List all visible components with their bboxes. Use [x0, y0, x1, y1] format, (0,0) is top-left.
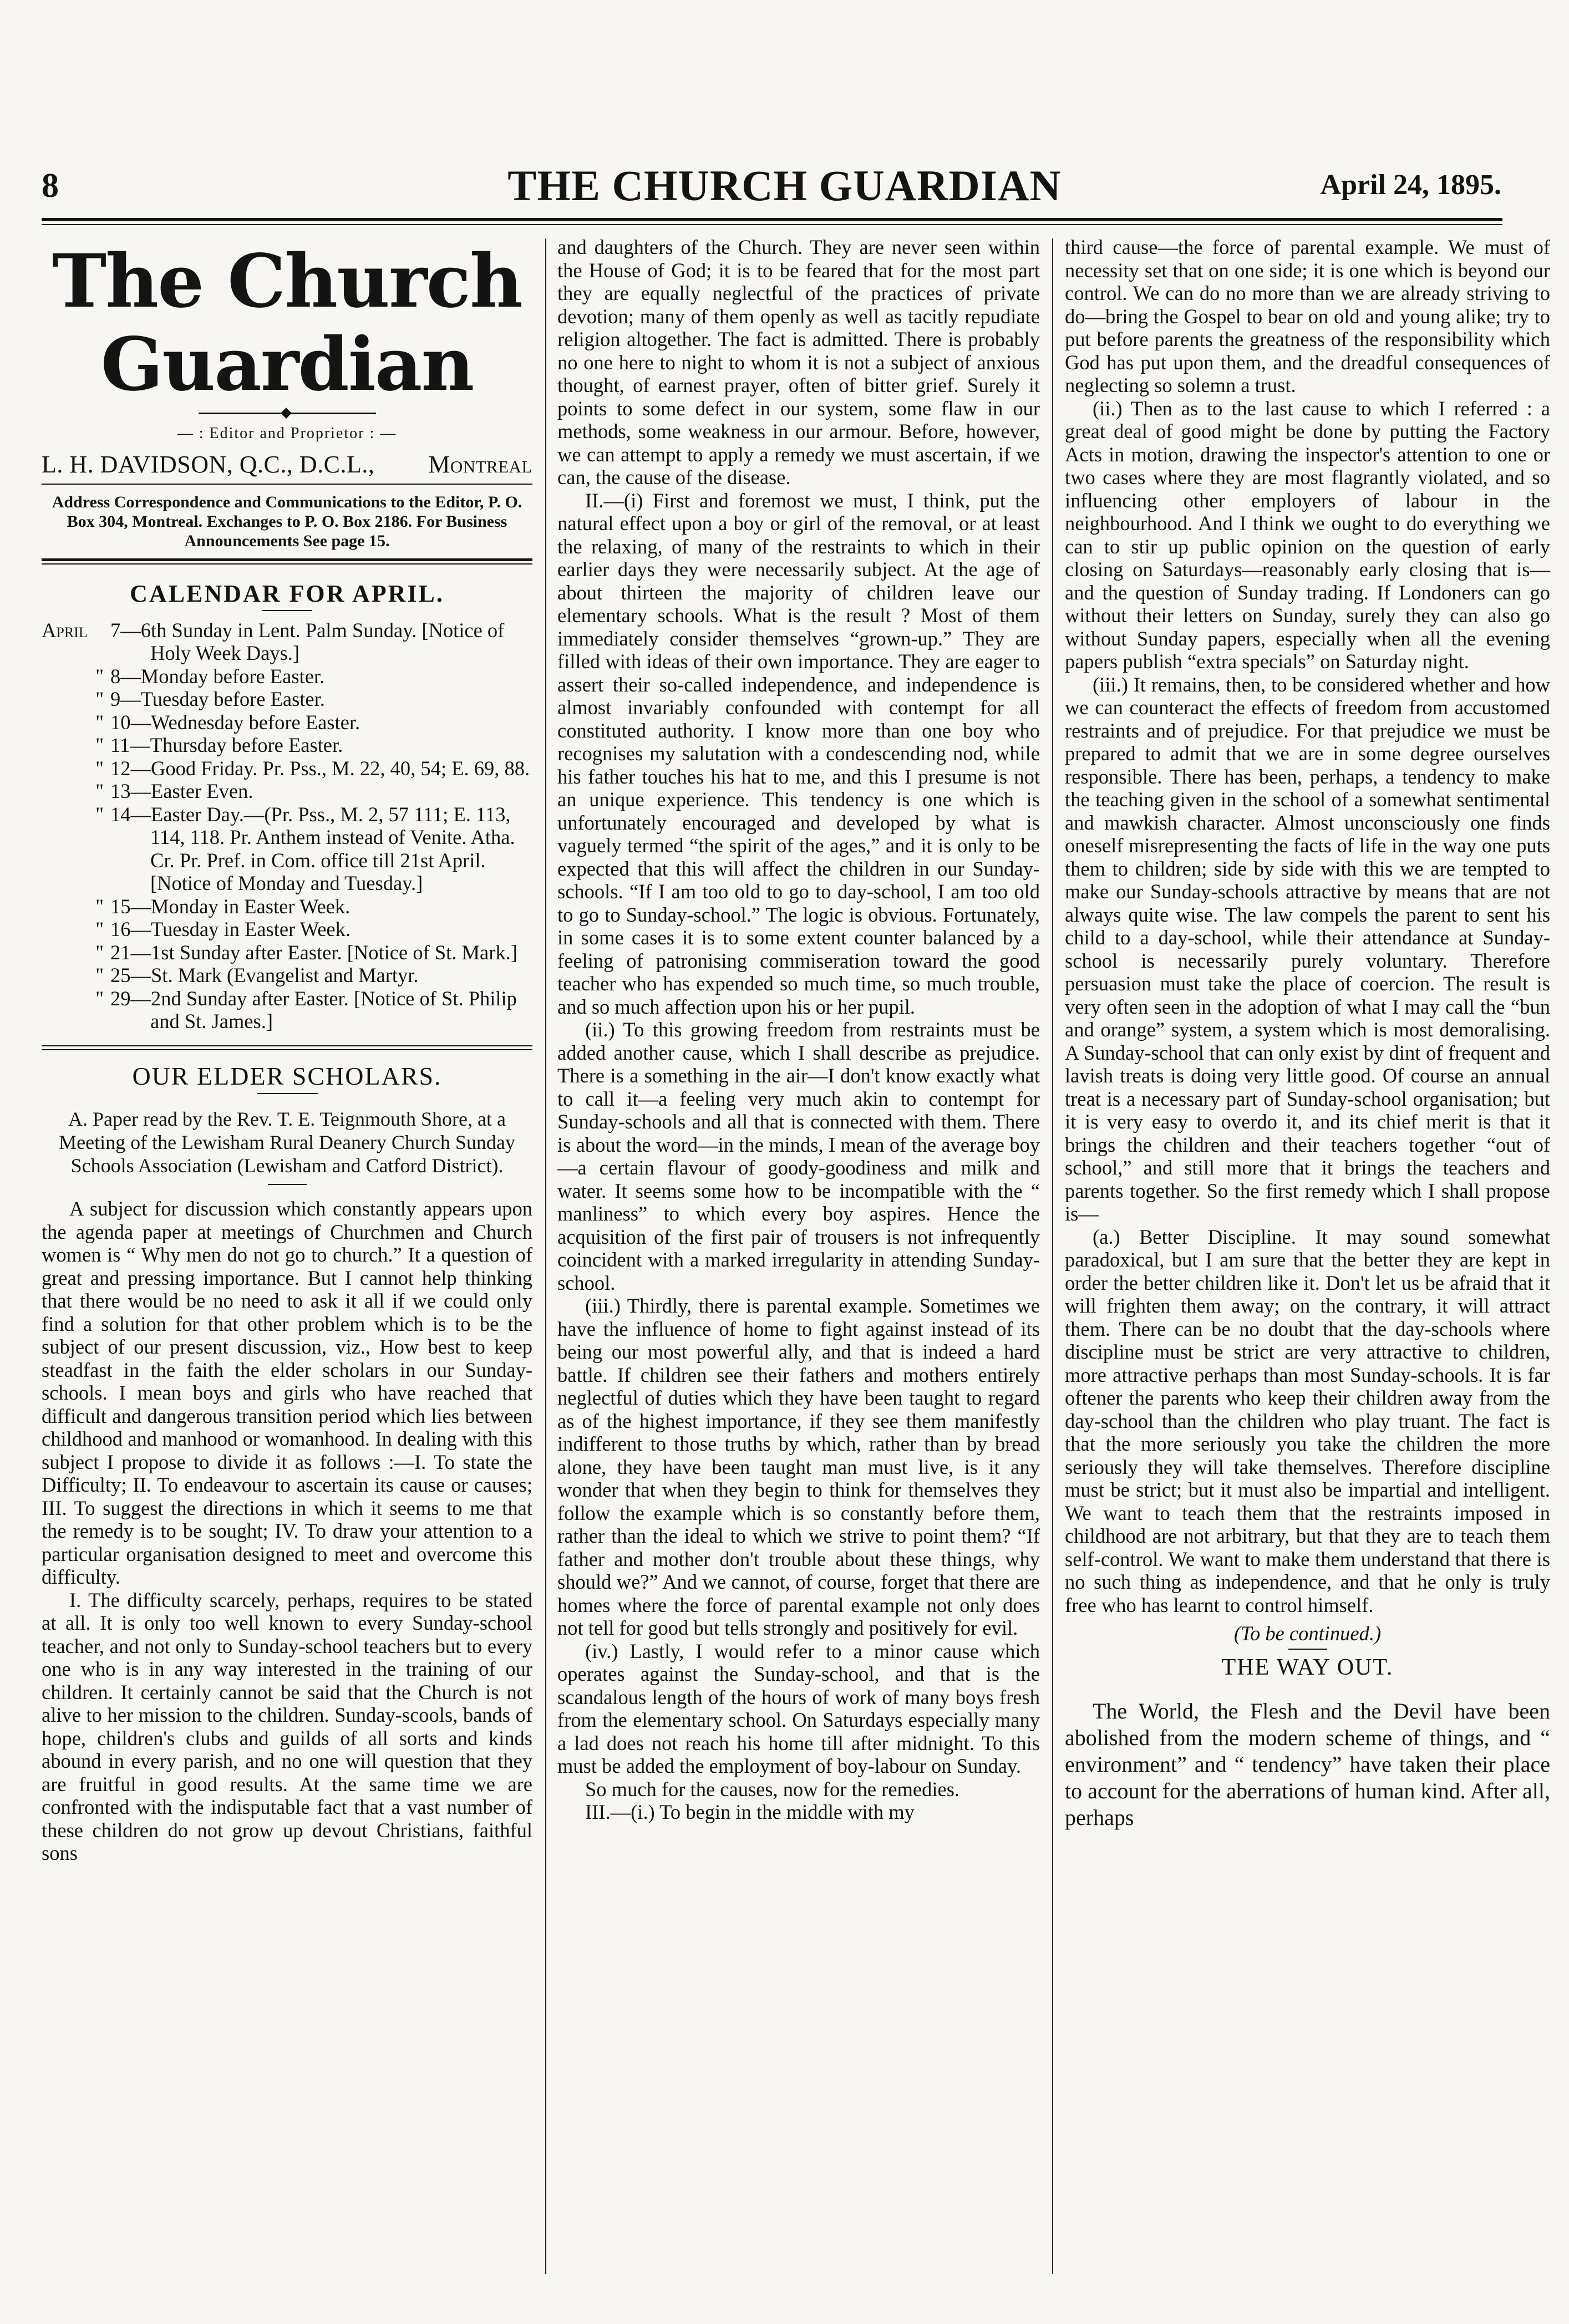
calendar-month-mark: " [95, 964, 104, 986]
calendar-month-mark: April [42, 618, 88, 642]
paragraph: A subject for discussion which constantly appears upon the agenda paper at meetings of Churchmen and Church women is “ Why men do not go to church.” It a question of great and pressing importance. But I cannot help thinking that there would be no need to ask it all if we could only find a solution for that other problem which is to be the subject of our present discussion, viz., How best to keep steadfast in the faith the elder scholars in our Sunday-schools. I mean boys and girls who have reached that difficult and dangerous transition period which lies between childhood and manhood or womanhood. In dealing with this subject I propose to divide it as follows :—I. To state the Difficulty; II. To endeavour to ascertain its cause or causes; III. To suggest the directions in which it seems to me that the remedy is to be sought; IV. To draw your attention to a particular organisation designed to meet and overcome this difficulty. [42, 1197, 532, 1588]
paragraph: and daughters of the Church. They are never seen within the House of God; it is to be feared that for the most part they are equally neglectful of the practices of private devotion; many of them openly as well as tacitly repudiate religion altogether. The fact is admitted. There is probably no one here to night to whom it is not a subject of anxious thought, of earnest prayer, often of bitter grief. Surely it points to some defect in our system, some flaw in our methods, some weakness in our armour. Before, however, we can attempt to apply a remedy we must ascertain, if we can, the cause of the disease. [557, 236, 1040, 489]
calendar-row [42, 688, 532, 711]
to-be-continued: (To be continued.) [1233, 1622, 1382, 1645]
calendar-entry: 21—1st Sunday after Easter. [Notice of St. Mark.] [110, 940, 517, 964]
column-1 [42, 236, 532, 2274]
calendar-row [42, 918, 532, 941]
paragraph: (iv.) Lastly, I would refer to a minor cause which operates against the Sunday-school, and that is the scandalous length of the hours of work of many boys fresh from the elementary school. On Saturdays especially many a lad does not reach his home till after midnight. To this must be added the employment of boy-labour on Sunday. [557, 1639, 1040, 1777]
article-body-col2 [557, 236, 1040, 1824]
calendar-month-mark: " [95, 986, 104, 1010]
paragraph: (iii.) Thirdly, there is parental example. Sometimes we have the influence of home to fight against instead of its being our most powerful ally, and that is indeed a hard battle. If children see their fathers and mothers entirely neglectful of duties which they have been taught to regard as of the highest importance, if they see them manifestly indifferent to those truths by which, rather than by bread alone, they have been taught man must live, is it any wonder that when they begin to think for themselves they follow the example which is so constantly before them, rather than the ideal to which we strive to point them? “If father and mother don't trouble about these things, why should we?” And we cannot, of course, forget that there are homes where the force of parental example not only does not tell for good but tells strongly and positively for evil. [557, 1294, 1040, 1639]
paragraph: The World, the Flesh and the Devil have been abolished from the modern scheme of things, and “ environment” and “ tendency” have taken their place to account for the aberrations of human kind. After all, perhaps [1065, 1698, 1550, 1830]
header-rule-thick [42, 218, 1502, 221]
editor-line: — : Editor and Proprietor : — [177, 425, 397, 442]
column-3 [1065, 236, 1550, 2274]
calendar-month-mark: " [95, 710, 104, 734]
double-rule [42, 1045, 532, 1050]
calendar-entry: 11—Thursday before Easter. [110, 734, 343, 756]
second-article-title: THE WAY OUT. [1221, 1654, 1394, 1680]
short-rule [268, 1184, 307, 1185]
calendar-entry: 16—Tuesday in Easter Week. [110, 918, 351, 940]
calendar-row [42, 711, 532, 734]
paragraph: III.—(i.) To begin in the middle with my [585, 1801, 915, 1823]
calendar-month-mark: " [95, 940, 104, 964]
divider [42, 484, 532, 485]
second-article-body [1065, 1698, 1550, 1831]
paragraph: II.—(i) First and foremost we must, I think, put the natural effect upon a boy or girl of the removal, or at least the relaxing, of many of the restraints to which in their earlier days they were necessarily subject. At the age of about thirteen the majority of children leave our elementary schools. What is the result ? Most of them immediately consider themselves “grown-up.” They are filled with ideas of their own importance. They are eager to assert their so-called independence, and independence is almost invariably confounded with contempt for all constituted authority. I know more than one boy who recognises my salutation with a condescending nod, while his father touches his hat to me, and this I presume is not an unique experience. This tendency is one which is unfortunately encouraged and developed by what is vaguely termed “the spirit of the ages,” and it is only to be expected that this will affect the children in our Sunday-schools. “If I am too old to go to day-school, I am too old to go to Sunday-school.” The logic is obvious. Fortunately, in some cases it is to some extent counter balanced by a feeling of patronising commiseration toward the good teacher who has expended so much time, so much trouble, and so much affection upon his or her pupil. [557, 489, 1040, 1018]
calendar-month-mark: " [95, 918, 104, 940]
short-rule [262, 610, 312, 611]
paper-title: THE CHURCH GUARDIAN [507, 161, 1062, 210]
calendar-row [42, 780, 532, 803]
column-divider [1052, 238, 1053, 2274]
calendar-month-mark: " [95, 734, 104, 756]
calendar-row [42, 941, 532, 964]
paragraph: (ii.) Then as to the last cause to which I referred : a great deal of good might be done by putting the Factory Acts in motion, drawing the inspector's attention to one or two cases where they are most flagrantly violated, and so influencing other employers of labour in the neighbourhood. And I think we ought to do everything we can to stir up public opinion on the question of early closing on Saturdays—reasonably early closing that is—and the question of Sunday trading. If Londoners can go without their letters on Sunday, surely they can also go without Sunday papers, especially when all the evening papers publish “extra specials” on Saturday night. [1065, 396, 1550, 673]
calendar-row [42, 803, 532, 895]
address-notice: Address Correspondence and Communications to the Editor, P. O. Box 304, Montreal. Exchanges to P. O. Box 2186. For Business Announcements See page 15. [52, 493, 522, 550]
divider [42, 563, 532, 565]
calendar-entry: 8—Monday before Easter. [110, 664, 325, 688]
editor-city: Montreal [428, 450, 532, 478]
calendar-row [42, 757, 532, 780]
ornament-rule [199, 408, 376, 419]
paragraph: So much for the causes, now for the remedies. [585, 1777, 960, 1801]
article-body-col1 [42, 1197, 532, 1865]
calendar-month-mark: " [95, 756, 104, 780]
masthead-name: The Church Guardian [52, 238, 522, 408]
short-rule [257, 1093, 318, 1094]
article-byline: A. Paper read by the Rev. T. E. Teignmouth Shore, at a Meeting of the Lewisham Rural Deanery Church Sunday Schools Association (Lewisham and Catford District). [59, 1108, 515, 1177]
calendar-entry: 10—Wednesday before Easter. [110, 710, 360, 734]
paragraph: I. The difficulty scarcely, perhaps, requires to be stated at all. It is only too well known to every Sunday-school teacher, and not only to Sunday-school teachers but to every one who is in any way interested in the training of our children. It certainly cannot be said that the Church is not alive to her mission to the children. Sunday-scools, bands of hope, children's clubs and guilds of all sorts and kinds abound in every parish, and no one will question that they are fruitful in good results. At the same time we are confronted with the indisputable fact that a vast number of these children do not grow up devout Christians, faithful sons [42, 1588, 532, 1864]
divider [42, 558, 532, 561]
column-divider [545, 238, 546, 2274]
calendar-month-mark: " [95, 664, 104, 688]
paragraph: (iii.) It remains, then, to be considered whether and how we can counteract the effects of freedom from accustomed restraints and of prejudice. For that prejudice we must be prepared to admit that we are in some degree ourselves responsible. There has been, perhaps, a tendency to make the teaching given in the school of a somewhat sentimental and mawkish character. Almost unconsciously one finds oneself misrepresenting the facts of life in the way one puts them to children; side by side with this we are tempted to make our Sunday-schools attractive by means that are not always quite wise. The law compels the parent to sent his child to a day-school, while their attendance at Sunday-school is necessarily purely voluntary. Therefore persuasion must take the place of coercion. The result is very often seen in the adoption of what I may call the “bun and orange” system, a system which is most demoralising. A Sunday-school that can only exist by dint of frequent and lavish treats is doing very little good. Of course an annual treat is a necessary part of Sunday-school organisation; but it is very easy to overdo it, and its chief merit is that it brings the children and their teachers together “out of school,” and still more that it brings the teachers and parents together. So the first remedy which I shall propose is— [1065, 673, 1550, 1225]
calendar-entry: 13—Easter Even. [110, 780, 253, 802]
calendar-row [42, 734, 532, 757]
paragraph: (ii.) To this growing freedom from restraints must be added another cause, which I shall describe as prejudice. There is a something in the air—I don't know exactly what to call it—a feeling very much akin to contempt for Sunday-schools and all that is connected with them. There is about the word—in the minds, I mean of the average boy—a certain flavour of goody-goodiness and milk and water. It seems some how to be incompatible with the “ manliness” to which every boy aspires. Hence the acquisition of the first pair of trousers is not infrequently coincident with a marked irregularity in attending Sunday-school. [557, 1018, 1040, 1294]
column-2 [557, 236, 1040, 2274]
calendar-row [42, 964, 532, 987]
calendar-entry: 9—Tuesday before Easter. [110, 688, 325, 710]
calendar-heading: CALENDAR FOR APRIL. [130, 580, 444, 607]
calendar-row [42, 895, 532, 918]
calendar-entry: 7—6th Sunday in Lent. Palm Sunday. [Notice of Holy Week Days.] [110, 618, 505, 664]
article-title: OUR ELDER SCHOLARS. [132, 1061, 442, 1090]
calendar-month-mark: " [95, 780, 104, 802]
calendar-month-mark: " [95, 802, 104, 826]
calendar-entry: 25—St. Mark (Evangelist and Martyr. [110, 964, 419, 986]
calendar-entry: 29—2nd Sunday after Easter. [Notice of St. Philip and St. James.] [110, 986, 517, 1033]
editor-name: L. H. DAVIDSON, Q.C., D.C.L., [42, 450, 375, 478]
calendar-entry: 15—Monday in Easter Week. [110, 894, 351, 918]
article-body-col3 [1065, 236, 1550, 1616]
paragraph: third cause—the force of parental example. We must of necessity set that on one side; it is one which is beyond our control. We can do no more than we are already striving to do—bring the Gospel to bear on old and young alike; try to put before parents the greatness of the responsibility which God has put upon them, and the dreadful consequences of neglecting so solemn a trust. [1065, 236, 1550, 396]
header-rule-thin [42, 224, 1502, 225]
calendar-row [42, 665, 532, 688]
calendar-entry: 12—Good Friday. Pr. Pss., M. 22, 40, 54; E. 69, 88. [110, 756, 530, 780]
editor-name-line [42, 450, 532, 478]
calendar-row [42, 987, 532, 1033]
calendar-row [42, 619, 532, 665]
calendar-month-mark: " [95, 688, 104, 710]
short-rule [1288, 1649, 1327, 1650]
calendar-entry: 14—Easter Day.—(Pr. Pss., M. 2, 57 111; E. 113, 114, 118. Pr. Anthem instead of Venite. Atha. Cr. Pr. Pref. in Com. office till 21st April. [Notice of Monday and Tuesday.] [110, 802, 515, 894]
paragraph: (a.) Better Discipline. It may sound somewhat paradoxical, but I am sure that the better they are kept in order the better children like it. Don't let us be afraid that it will frighten them away; on the contrary, it will attract them. There can be no doubt that the day-schools where discipline must be strict are very attractive to children, more attractive perhaps than most Sunday-schools. It is far oftener the parents who keep their children away from the day-school than the children who play truant. The fact is that the more seriously you take the children the more seriously they will take themselves. Therefore discipline must be strict; but it must also be impartial and intelligent. We want to teach them that the restraints imposed in childhood are not arbitrary, but that they are to teach them self-control. We want to make them understand that there is no such thing as independence, and that he only is truly free who has learnt to control himself. [1065, 1225, 1550, 1616]
calendar-list [42, 619, 532, 1033]
issue-date: April 24, 1895. [1320, 169, 1501, 201]
page-number: 8 [42, 167, 59, 205]
calendar-month-mark: " [95, 894, 104, 918]
